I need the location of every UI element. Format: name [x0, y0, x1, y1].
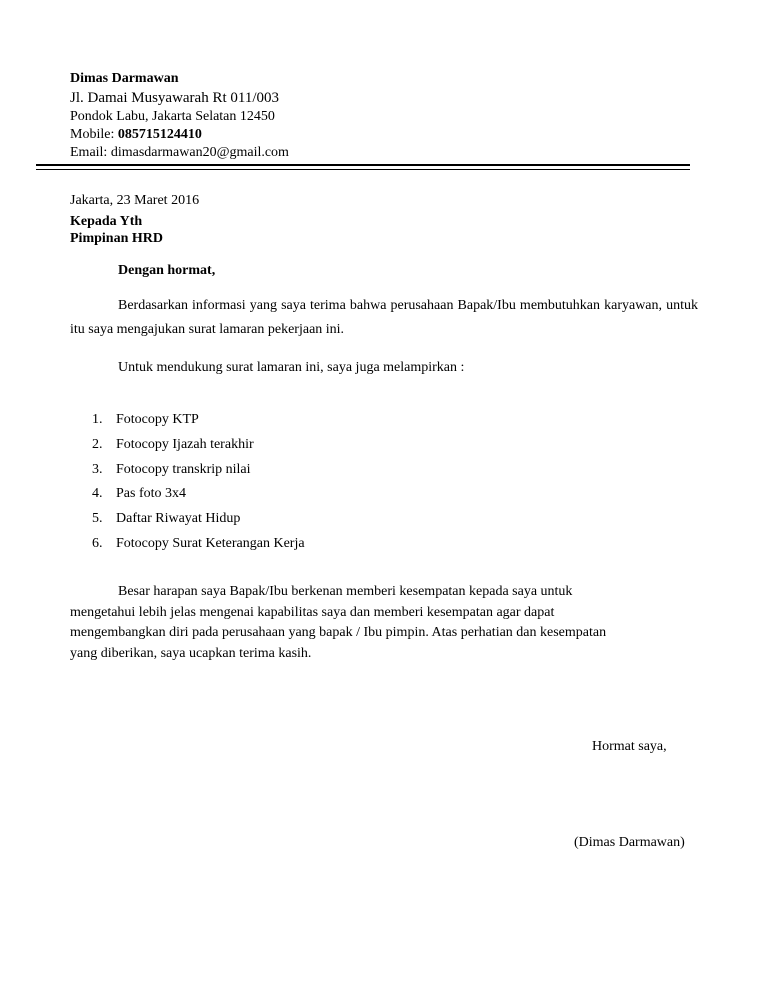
paragraph-attachments-intro: Untuk mendukung surat lamaran ini, saya juga melampirkan :	[118, 360, 465, 375]
mobile-number: 085715124410	[117, 127, 202, 142]
closing-line: mengembangkan diri pada perusahaan yang bapak / Ibu pimpin. Atas perhatian dan kesempatan	[70, 625, 607, 640]
list-text: Pas foto 3x4	[116, 486, 186, 502]
sender-address-line2: Pondok Labu, Jakarta Selatan 12450	[70, 109, 275, 124]
letterhead-divider-thin	[36, 169, 690, 170]
recipient-line1: Kepada Yth	[70, 214, 143, 229]
list-number: 5.	[92, 511, 103, 527]
paragraph-intro: Berdasarkan informasi yang saya terima bahwa perusahaan Bapak/Ibu membutuhkan karyawan, untuk itu saya mengajukan surat lamaran pekerjaan ini.	[70, 298, 698, 337]
list-text: Fotocopy transkrip nilai	[116, 461, 251, 477]
closing-line: Besar harapan saya Bapak/Ibu berkenan memberi kesempatan kepada saya untuk	[118, 584, 573, 599]
closing-line: mengetahui lebih jelas mengenai kapabilitas saya dan memberi kesempatan agar dapat	[70, 604, 555, 620]
list-text: Fotocopy KTP	[116, 412, 199, 427]
sender-address-line1: Jl. Damai Musyawarah Rt 011/003	[70, 90, 279, 106]
list-number: 1.	[92, 412, 103, 427]
signature-name: (Dimas Darmawan)	[574, 835, 685, 850]
mobile-label: Mobile:	[70, 127, 118, 142]
list-number: 6.	[92, 535, 103, 551]
letterhead-divider	[36, 164, 690, 166]
sign-off: Hormat saya,	[592, 739, 667, 754]
sender-name: Dimas Darmawan	[70, 71, 179, 86]
sender-mobile	[70, 126, 202, 144]
list-number: 4.	[92, 486, 103, 502]
letter-date: Jakarta, 23 Maret 2016	[70, 193, 200, 208]
list-text: Fotocopy Surat Keterangan Kerja	[116, 535, 305, 551]
recipient-line2: Pimpinan HRD	[70, 231, 163, 246]
closing-line: yang diberikan, saya ucapkan terima kasih.	[70, 645, 312, 661]
sender-email: Email: dimasdarmawan20@gmail.com	[70, 145, 289, 160]
salutation: Dengan hormat,	[118, 263, 216, 278]
list-text: Fotocopy Ijazah terakhir	[116, 436, 254, 452]
list-text: Daftar Riwayat Hidup	[116, 511, 241, 527]
list-number: 2.	[92, 436, 103, 452]
list-number: 3.	[92, 461, 103, 477]
paragraph-closing	[70, 582, 690, 664]
